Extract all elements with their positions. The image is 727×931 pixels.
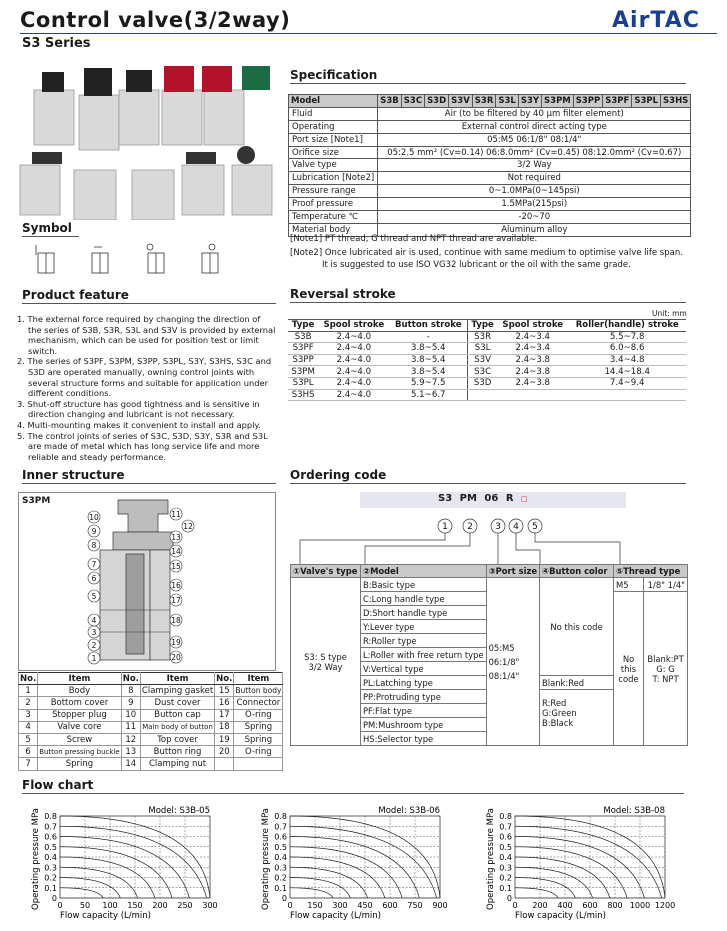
y-tick-label: 0.7 [44, 822, 57, 832]
thread-m5: M5 [614, 578, 644, 592]
chart-title: Model: S3B-05 [148, 806, 210, 816]
inner-structure-heading: Inner structure [22, 468, 276, 484]
y-tick-label: 0.4 [44, 853, 57, 862]
y-tick-label: 0.6 [274, 832, 287, 842]
spec-model: S3Y [518, 95, 541, 108]
table-row: 2 Bottom cover 9 Dust cover 16 Connector [19, 697, 283, 709]
spec-label: Port size [Note1] [289, 133, 378, 146]
chart-title: Model: S3B-06 [378, 806, 440, 816]
spec-label: Proof pressure [289, 198, 378, 211]
x-tick-label: 100 [102, 901, 118, 910]
parts-header: Item [38, 673, 122, 685]
spec-model: S3R [472, 95, 496, 108]
x-tick-label: 200 [532, 901, 548, 910]
spec-model: S3PP [573, 95, 603, 108]
x-tick-label: 0 [512, 901, 518, 910]
product-feature-heading: Product feature [22, 288, 276, 304]
series-label: S3 Series [22, 36, 91, 51]
spec-model: S3PM [542, 95, 574, 108]
table-row: S3PP 2.4~4.0 3.8~5.4 S3V 2.4~3.8 3.4~4.8 [288, 354, 686, 366]
model-option: PL:Latching type [361, 676, 487, 690]
callout-10: 10 [89, 513, 99, 522]
x-tick-label: 450 [357, 901, 373, 910]
spec-value: 3/2 Way [378, 159, 691, 172]
model-option: B:Basic type [361, 578, 487, 592]
spec-label: Lubrication [Note2] [289, 172, 378, 185]
y-axis-label: Operating pressure MPa [261, 808, 271, 910]
x-tick-label: 600 [382, 901, 398, 910]
y-tick-label: 0 [51, 894, 57, 903]
reversal-stroke-table [288, 319, 686, 401]
x-tick-label: 300 [202, 901, 218, 910]
spec-value: External control direct acting type [378, 120, 691, 133]
parts-header: Item [234, 673, 283, 685]
callout-16: 16 [171, 581, 181, 590]
model-option: PF:Flat type [361, 704, 487, 718]
y-tick-label: 0 [281, 894, 287, 903]
spec-value: 1.5MPa(215psi) [378, 198, 691, 211]
callout-6: 6 [91, 574, 97, 583]
spec-model: S3B [378, 95, 402, 108]
y-tick-label: 0.2 [274, 873, 287, 883]
y-tick-label: 0.6 [499, 832, 512, 842]
parts-header: Item [140, 673, 214, 685]
y-tick-label: 0.4 [274, 853, 287, 862]
rev-header: Button stroke [389, 320, 467, 332]
button-colors: R:Red G:Green B:Black [540, 690, 614, 746]
pressure-curve [515, 847, 627, 898]
thread-sizes: 1/8" 1/4" [644, 578, 688, 592]
spec-label: Material body [289, 223, 378, 236]
x-tick-label: 900 [432, 901, 448, 910]
ordering-table [290, 564, 688, 746]
spec-value: 05:M5 06:1/8" 08:1/4" [378, 133, 691, 146]
table-row: S3PF 2.4~4.0 3.8~5.4 S3L 2.4~3.4 6.0~8.6 [288, 343, 686, 355]
callout-18: 18 [171, 616, 181, 625]
chart-title: Model: S3B-08 [603, 806, 665, 816]
rev-header: Roller(handle) stroke [568, 320, 686, 332]
spec-label: Valve type [289, 159, 378, 172]
code-part: 06 [484, 493, 499, 504]
valve-symbols [30, 243, 240, 277]
x-tick-label: 1200 [654, 901, 676, 910]
thread-nocode: No this code [614, 592, 644, 746]
rev-header: Type [288, 320, 318, 332]
spec-value: 0~1.0MPa(0~145psi) [378, 185, 691, 198]
pressure-curve [60, 847, 172, 898]
x-tick-label: 250 [177, 901, 193, 910]
valve-type-cell: S3: S type 3/2 Way [291, 578, 361, 746]
y-tick-label: 0.1 [44, 883, 57, 893]
rev-header: Spool stroke [318, 320, 389, 332]
table-row: S3HS 2.4~4.0 5.1~6.7 [288, 389, 686, 401]
parts-header: No. [216, 673, 233, 684]
code-part: □ [521, 495, 528, 503]
port-size-cell: 05:M5 06:1/8" 08:1/4" [486, 578, 539, 746]
spec-model: S3HS [661, 95, 691, 108]
x-tick-label: 0 [287, 901, 293, 910]
y-tick-label: 0.5 [274, 842, 287, 852]
table-row: S3PL 2.4~4.0 5.9~7.5 S3D 2.4~3.8 7.4~9.4 [288, 377, 686, 389]
x-tick-label: 1000 [629, 901, 651, 910]
model-option: R:Roller type [361, 634, 487, 648]
spec-model: S3PL [632, 95, 661, 108]
order-header: ④Button color [540, 565, 614, 578]
pressure-curve [290, 867, 368, 898]
spec-value: 05:2.5 mm² (Cv=0.14) 06:8.0mm² (Cv=0.45) 08:12.0mm² (Cv=0.67) [378, 146, 691, 159]
y-tick-label: 0.3 [44, 863, 57, 873]
feature-item: 3. Shut-off structure has good tightness and is sensitive in direction changing and lubricant is not necessary. [17, 398, 260, 420]
x-tick-label: 400 [557, 901, 573, 910]
callout-19: 19 [171, 638, 181, 647]
callout-17: 17 [171, 596, 181, 605]
y-tick-label: 0.8 [274, 812, 287, 821]
inner-model-label: S3PM [22, 496, 51, 506]
y-tick-label: 0.3 [274, 863, 287, 873]
spec-value: -20~70 [378, 211, 691, 224]
x-tick-label: 50 [79, 901, 91, 910]
thread-types: Blank:PT G: G T: NPT [644, 592, 688, 746]
x-axis-label: Flow capacity (L/min) [60, 911, 151, 921]
spec-label: Fluid [289, 107, 378, 120]
reversal-stroke-heading: Reversal stroke [290, 287, 686, 303]
callout-2: 2 [91, 641, 97, 650]
spec-model: S3D [425, 95, 449, 108]
circle-num: 5 [532, 522, 538, 532]
order-header: ①Valve's type [291, 565, 361, 578]
circle-num: 2 [467, 522, 473, 532]
table-row: 1 Body 8 Clamping gasket 15 Button body [19, 685, 283, 697]
table-row: S3PM 2.4~4.0 3.8~5.4 S3C 2.4~3.8 14.4~18.4 [288, 366, 686, 378]
y-axis-label: Operating pressure MPa [486, 808, 496, 910]
spec-model: S3L [496, 95, 518, 108]
product-photos [14, 60, 276, 220]
table-row: 5 Screw 12 Top cover 19 Spring [19, 733, 283, 745]
y-tick-label: 0.8 [44, 812, 57, 821]
callout-20: 20 [171, 653, 181, 662]
callout-7: 7 [91, 560, 97, 569]
symbol-heading: Symbol [22, 221, 79, 237]
pressure-curve [60, 888, 103, 898]
flow-chart-heading: Flow chart [22, 778, 684, 794]
code-part: R [505, 493, 514, 504]
y-tick-label: 0.7 [499, 822, 512, 832]
y-tick-label: 0.2 [44, 873, 57, 883]
order-header: ②Model [361, 565, 487, 578]
spec-label: Orifice size [289, 146, 378, 159]
pressure-curve [290, 888, 333, 898]
x-tick-label: 300 [332, 901, 348, 910]
parts-header: No. [20, 673, 37, 684]
button-color-blank: Blank:Red [540, 676, 614, 690]
page-title: Control valve(3/2way) [20, 8, 291, 32]
specification-heading: Specification [290, 68, 686, 84]
spec-value: Air (to be filtered by 40 μm filter element) [378, 107, 691, 120]
order-header: ⑤Thread type [614, 565, 688, 578]
code-part: S3 [438, 493, 453, 504]
brand-logo: AirTAC [612, 8, 700, 33]
y-axis-label: Operating pressure MPa [31, 808, 41, 910]
parts-table [18, 672, 283, 771]
pressure-curve [515, 867, 593, 898]
model-option: C:Long handle type [361, 592, 487, 606]
flow-charts [0, 800, 727, 931]
x-tick-label: 600 [582, 901, 598, 910]
y-tick-label: 0.8 [499, 812, 512, 821]
pressure-curve [60, 867, 138, 898]
rev-header: Type [468, 320, 498, 332]
x-tick-label: 150 [127, 901, 143, 910]
table-row: 7 Spring 14 Clamping nut [19, 758, 283, 770]
y-tick-label: 0.1 [499, 883, 512, 893]
x-axis-label: Flow capacity (L/min) [290, 911, 381, 921]
table-row: 4 Valve core 11 Main body of button 18 Spring [19, 721, 283, 733]
spec-label: Pressure range [289, 185, 378, 198]
y-tick-label: 0.4 [499, 853, 512, 862]
table-row: 6 Button pressing buckle 13 Button ring 20 O-ring [19, 746, 283, 758]
callout-12: 12 [183, 522, 193, 531]
model-option: HS:Selector type [361, 732, 487, 746]
y-tick-label: 0.5 [44, 842, 57, 852]
feature-item: 4. Multi-mounting makes it convenient to install and apply. [17, 419, 261, 430]
unit-label: Unit: mm [652, 309, 687, 318]
feature-item: 2. The series of S3PF, S3PM, S3PP, S3PL, S3Y, S3HS, S3C and S3D are operated manually, owning control joints with several structure forms and suitable for application under different conditions. [17, 356, 272, 399]
model-option: V:Vertical type [361, 662, 487, 676]
callout-5: 5 [91, 592, 97, 601]
spec-label: Temperature ℃ [289, 211, 378, 224]
y-tick-label: 0.2 [499, 873, 512, 883]
circle-num: 3 [495, 522, 501, 532]
x-tick-label: 750 [407, 901, 423, 910]
code-part: PM [459, 493, 477, 504]
model-option: PM:Mushroom type [361, 718, 487, 732]
callout-1: 1 [91, 654, 97, 663]
spec-note2-cont: It is suggested to use ISO VG32 lubricant or the oil with the same grade. [322, 260, 631, 270]
callout-4: 4 [91, 616, 97, 625]
spec-model: S3V [449, 95, 473, 108]
pressure-curve [515, 888, 558, 898]
feature-list [14, 314, 276, 462]
pressure-curve [290, 847, 402, 898]
spec-model: S3PF [603, 95, 632, 108]
callout-14: 14 [171, 547, 181, 556]
y-tick-label: 0 [506, 894, 512, 903]
circle-num: 4 [513, 522, 519, 532]
spec-value: Not required [378, 172, 691, 185]
spec-note2: [Note2] Once lubricated air is used, continue with same medium to optimise valve life span. [290, 248, 683, 258]
model-option: D:Short handle type [361, 606, 487, 620]
feature-item: 1. The external force required by changing the direction of the series of S3B, S3R, S3L and S3V is provided by external mechanism, which can be used for position test or limit switch. [17, 314, 276, 356]
callout-13: 13 [171, 533, 181, 542]
spec-label: Model [289, 95, 378, 108]
spec-note1: [Note1] PT thread, G thread and NPT thread are available. [290, 234, 538, 244]
circle-num: 1 [442, 522, 448, 532]
spec-value: Aluminum alloy [378, 223, 691, 236]
button-color-nocode: No this code [540, 578, 614, 676]
feature-item: 5. The control joints of series of S3C, S3D, S3Y, S3R and S3L are made of metal which has long service life and more reliable and steady performance. [17, 430, 268, 462]
callout-11: 11 [171, 510, 181, 519]
model-option: L:Roller with free return type [361, 648, 487, 662]
inner-structure-drawing [18, 492, 276, 671]
y-tick-label: 0.5 [499, 842, 512, 852]
x-tick-label: 0 [57, 901, 63, 910]
callout-15: 15 [171, 562, 181, 571]
x-tick-label: 150 [307, 901, 323, 910]
order-header: ③Port size [486, 565, 539, 578]
spec-model: S3C [401, 95, 424, 108]
x-tick-label: 800 [607, 901, 623, 910]
x-tick-label: 200 [152, 901, 168, 910]
ordering-connectors [290, 510, 690, 568]
spec-label: Operating [289, 120, 378, 133]
x-axis-label: Flow capacity (L/min) [515, 911, 606, 921]
model-option: Y:Lever type [361, 620, 487, 634]
y-tick-label: 0.3 [499, 863, 512, 873]
model-option: PP:Protruding type [361, 690, 487, 704]
table-row: 3 Stopper plug 10 Button cap 17 O-ring [19, 709, 283, 721]
callout-3: 3 [91, 628, 97, 637]
callout-8: 8 [91, 541, 97, 550]
y-tick-label: 0.7 [274, 822, 287, 832]
rev-header: Spool stroke [497, 320, 568, 332]
specification-table [288, 94, 691, 237]
header-rule [20, 33, 717, 34]
parts-header: No. [122, 673, 139, 684]
y-tick-label: 0.1 [274, 883, 287, 893]
y-tick-label: 0.6 [44, 832, 57, 842]
order-code [438, 493, 528, 504]
ordering-code-heading: Ordering code [290, 468, 686, 484]
callout-9: 9 [91, 527, 97, 536]
table-row: S3B 2.4~4.0 - S3R 2.4~3.4 5.5~7.8 [288, 331, 686, 343]
